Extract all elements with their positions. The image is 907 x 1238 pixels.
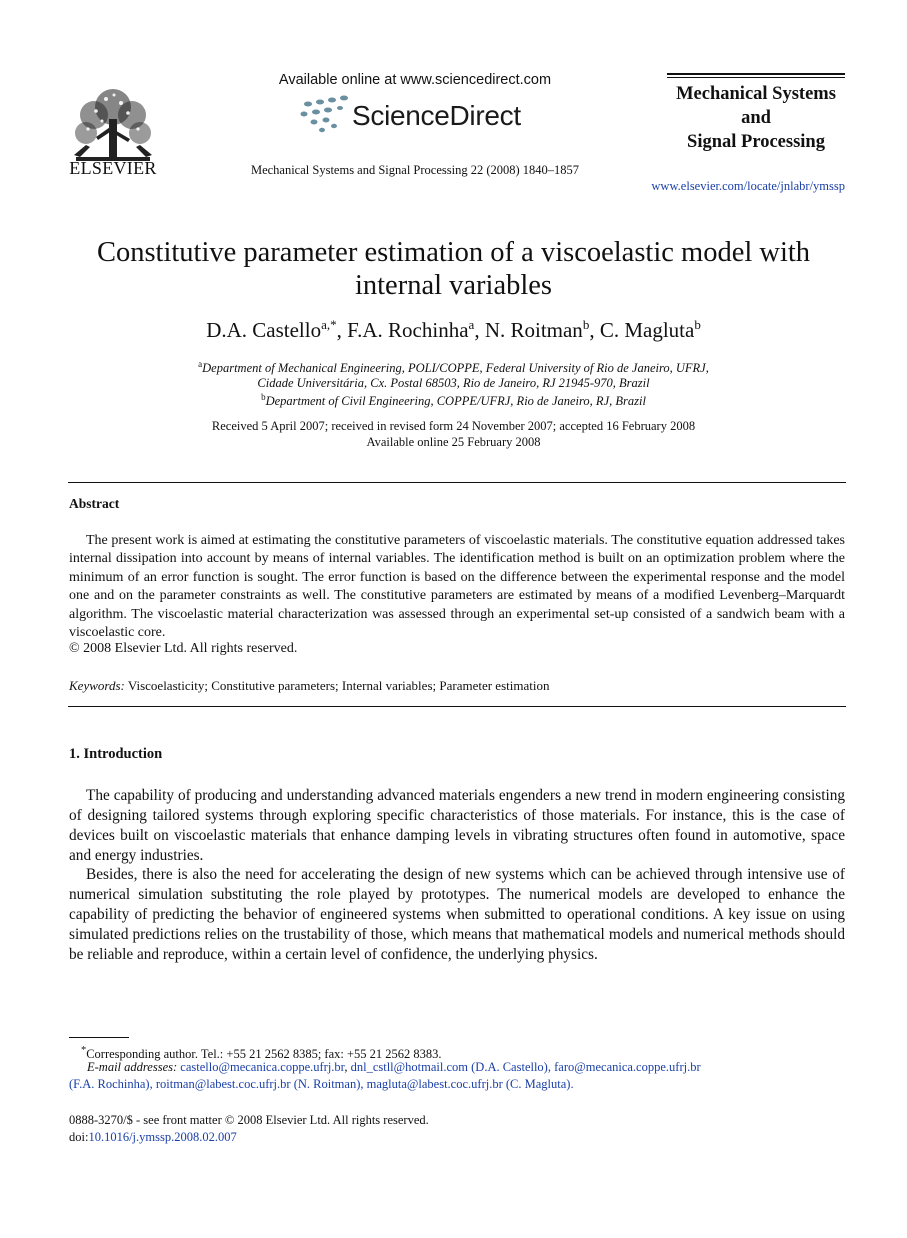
author-name: C. Magluta xyxy=(599,318,695,342)
doi: doi:10.1016/j.ymssp.2008.02.007 xyxy=(69,1130,237,1144)
author-name: F.A. Rochinha xyxy=(347,318,469,342)
author-affiliation-mark: b xyxy=(694,317,701,332)
affiliation-a: $^a$Department of Mechanical Engineering, POLI/COPPE, Federal University of Rio de Janeiro, UFRJ, xyxy=(198,359,709,376)
section-divider xyxy=(68,706,846,707)
body-paragraph: Besides, there is also the need for accelerating the design of new systems which can be achieved through intensive use of numerical simulation substituting the role played by prototypes. The numerical models are developed to enhance the capability of predicting the behavior of engineered systems when submitted to operational conditions. A key issue on using simulated predictions relies on the trustability of those, which means that mathematical models and numerical methods should be reliable and reproduce, within a certain level of confidence, the underlying physics. xyxy=(69,866,845,963)
section-divider xyxy=(68,482,846,483)
abstract-heading: Abstract xyxy=(69,496,120,511)
section-heading: 1. Introduction xyxy=(69,746,163,762)
abstract-copyright: © 2008 Elsevier Ltd. All rights reserved. xyxy=(69,641,298,656)
author-list: D.A. Castello$^{a,*}$, F.A. Rochinha$^a$, N. Roitman$^b$, C. Magluta$^b$ xyxy=(206,317,701,342)
author-affiliation-mark: b xyxy=(582,317,590,332)
available-date: Available online 25 February 2008 xyxy=(366,435,541,449)
journal-title-box xyxy=(667,73,845,154)
affiliation-b: $^b$Department of Civil Engineering, COPPE/UFRJ, Rio de Janeiro, RJ, Brazil xyxy=(261,392,646,409)
sciencedirect-wordmark: ScienceDirect xyxy=(352,100,521,131)
email-link[interactable]: faro@mecanica.coppe.ufrj.br xyxy=(554,1060,701,1074)
journal-box-rule xyxy=(667,73,845,75)
email-link[interactable]: roitman@labest.coc.ufrj.br xyxy=(155,1077,291,1091)
journal-box-rule xyxy=(667,77,845,78)
abstract-text: The present work is aimed at estimating the constitutive parameters of viscoelastic materials. The constitutive equation addressed takes internal dissipation into account by means of internal variables. The identification method is built on an optimization problem where the minimum of an error function is sought. The error function is based on the difference between the experimental response and the model one and on the parameter constraints as well. The constitutive parameters are estimated by means of a modified Levenberg–Marquardt algorithm. The viscoelastic material characterization was assessed through an experimental set-up consisted of a sandwich beam with a viscoelastic core. xyxy=(69,533,845,641)
footnote-rule xyxy=(69,1037,129,1038)
journal-url-link[interactable]: www.elsevier.com/locate/jnlabr/ymssp xyxy=(651,179,845,193)
journal-citation: Mechanical Systems and Signal Processing 22 (2008) 1840–1857 xyxy=(250,163,580,177)
journal-name: Mechanical Systems and Signal Processing xyxy=(676,84,836,152)
article-title: Constitutive parameter estimation of a viscoelastic model with internal variables xyxy=(96,237,811,301)
affiliation-a-line2: Cidade Universitária, Cx. Postal 68503, Rio de Janeiro, RJ 21945-970, Brazil xyxy=(257,376,650,390)
keywords: Keywords: Viscoelasticity; Constitutive parameters; Internal variables; Parameter estimation xyxy=(69,678,550,693)
publisher-name: ELSEVIER xyxy=(69,158,157,178)
author-name: N. Roitman xyxy=(484,318,583,342)
author-name: D.A. Castello xyxy=(206,318,322,342)
corresponding-author-note: *Corresponding author. Tel.: +55 21 2562 8385; fax: +55 21 2562 8383. xyxy=(81,1045,442,1062)
email-link[interactable]: dnl_cstll@hotmail.com xyxy=(350,1060,468,1074)
email-addresses-line2: (F.A. Rochinha), roitman@labest.coc.ufrj.br (N. Roitman), magluta@labest.coc.ufrj.br (C. Magluta). xyxy=(69,1077,574,1091)
author-affiliation-mark: a,* xyxy=(321,317,337,332)
email-link[interactable]: castello@mecanica.coppe.ufrj.br xyxy=(180,1060,345,1074)
email-addresses: E-mail addresses: castello@mecanica.coppe.ufrj.br, dnl_cstll@hotmail.com (D.A. Castello), faro@mecanica.coppe.ufrj.br xyxy=(87,1060,701,1074)
body-paragraph: The capability of producing and understanding advanced materials engenders a new trend in modern engineering consisting of designing tailored systems through exploring specific characteristics of those materials. For instance, this is the case of devices built on viscoelastic materials that enhance damping levels in vibrating structures often found in automotive, space and energy industries. xyxy=(69,787,845,864)
author-affiliation-mark: a xyxy=(468,317,475,332)
email-link[interactable]: magluta@labest.coc.ufrj.br xyxy=(366,1077,503,1091)
doi-link[interactable]: 10.1016/j.ymssp.2008.02.007 xyxy=(88,1130,237,1144)
available-online-text: Available online at www.sciencedirect.com xyxy=(278,72,552,88)
received-dates: Received 5 April 2007; received in revised form 24 November 2007; accepted 16 February 2008 xyxy=(211,419,696,433)
front-matter: 0888-3270/$ - see front matter © 2008 Elsevier Ltd. All rights reserved. doi:10.1016/j.ymssp.2008.02.007 xyxy=(69,1113,429,1144)
